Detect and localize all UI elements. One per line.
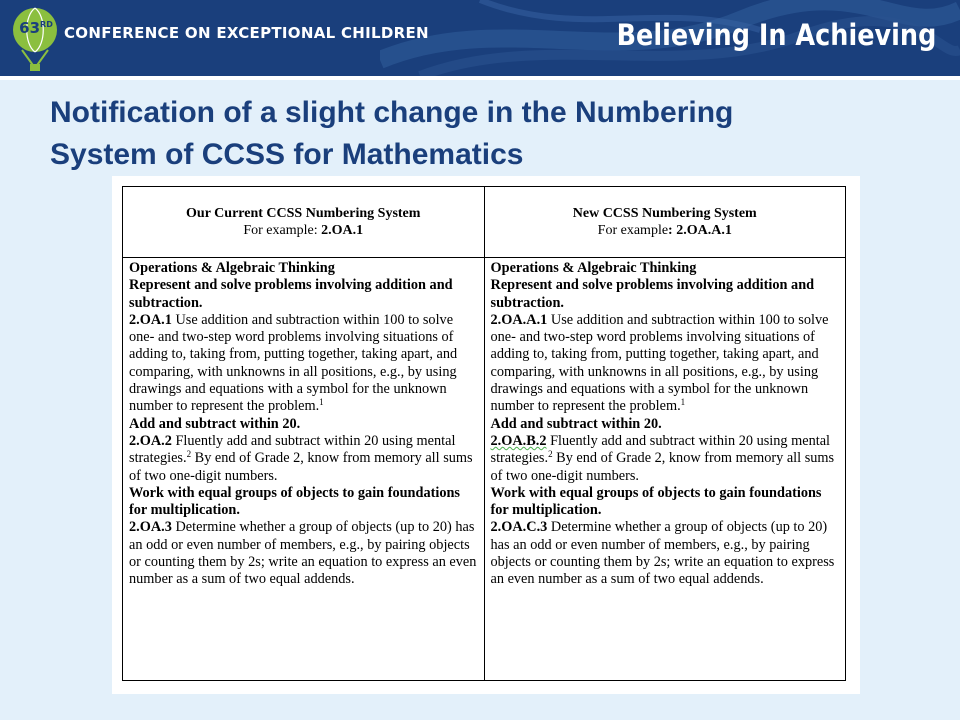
- title-line-1: Notification of a slight change in the Numbering: [50, 96, 734, 129]
- standard-text: 2.OA.1 Use addition and subtraction within 100 to solve one- and two-step word problems involving situations of adding to, taking from, putting together, taking apart, and comparing, with unknowns in all positions, e.g., by using drawings and equations with a symbol for the unknown number to represent the problem.$^1$: [129, 311, 458, 415]
- header-banner: [0, 0, 960, 76]
- cluster-heading: Work with equal groups of objects to gain foundations for multiplication.: [129, 484, 460, 519]
- cluster-heading: Work with equal groups of objects to gain foundations for multiplication.: [490, 484, 822, 519]
- current-system-header: Our Current CCSS Numbering System For example: 2.OA.1: [123, 187, 485, 258]
- table-body-row: [123, 258, 846, 681]
- tagline: Believing In Achieving: [616, 18, 936, 52]
- current-system-cell: [123, 258, 485, 681]
- cluster-heading: Represent and solve problems involving addition and subtraction.: [129, 277, 453, 311]
- domain-heading: Operations & Algebraic Thinking: [490, 260, 697, 276]
- standard-text: 2.OA.A.1 Use addition and subtraction within 100 to solve one- and two-step word problems involving situations of adding to, taking from, putting together, taking apart, and comparing, with unknowns in all positions, e.g., by using drawings and equations with a symbol for the unknown number to represent the problem.$^1$: [490, 311, 829, 415]
- organization-name: CONFERENCE ON EXCEPTIONAL CHILDREN: [64, 24, 429, 42]
- logo-number: 63RD: [19, 19, 53, 37]
- cluster-heading: Add and subtract within 20.: [490, 415, 662, 432]
- header-divider: [0, 76, 960, 80]
- table-header-row: [123, 187, 846, 258]
- numbering-comparison-table: [122, 186, 846, 681]
- standard-text: 2.OA.2 Fluently add and subtract within 20 using mental strategies.$^2$ By end of Grade 2, know from memory all sums of two one-digit numbers.: [129, 432, 473, 484]
- document-image: [112, 176, 860, 694]
- page-title: [50, 92, 930, 176]
- cluster-heading: Represent and solve problems involving addition and subtraction.: [490, 277, 815, 311]
- standard-text: 2.OA.C.3 Determine whether a group of objects (up to 20) has an odd or even number of members, e.g., by pairing objects or counting them by 2s; write an equation to express an even number as a sum of two equal addends.: [490, 519, 835, 588]
- standard-text: 2.OA.3 Determine whether a group of objects (up to 20) has an odd or even number of members, e.g., by pairing objects or counting them by 2s; write an equation to express an even number as a sum of two equal addends.: [129, 519, 477, 588]
- title-line-2: System of CCSS for Mathematics: [50, 138, 524, 171]
- standard-text: 2.OA.B.2 Fluently add and subtract within 20 using mental strategies.$^2$ By end of Grade 2, know from memory all sums of two one-digit numbers.: [490, 432, 835, 484]
- new-system-cell: [484, 258, 846, 681]
- domain-heading: Operations & Algebraic Thinking: [129, 260, 335, 276]
- balloon-logo-icon: [10, 6, 60, 72]
- new-system-header: New CCSS Numbering System For example: 2.OA.A.1: [484, 187, 846, 258]
- cluster-heading: Add and subtract within 20.: [129, 415, 301, 432]
